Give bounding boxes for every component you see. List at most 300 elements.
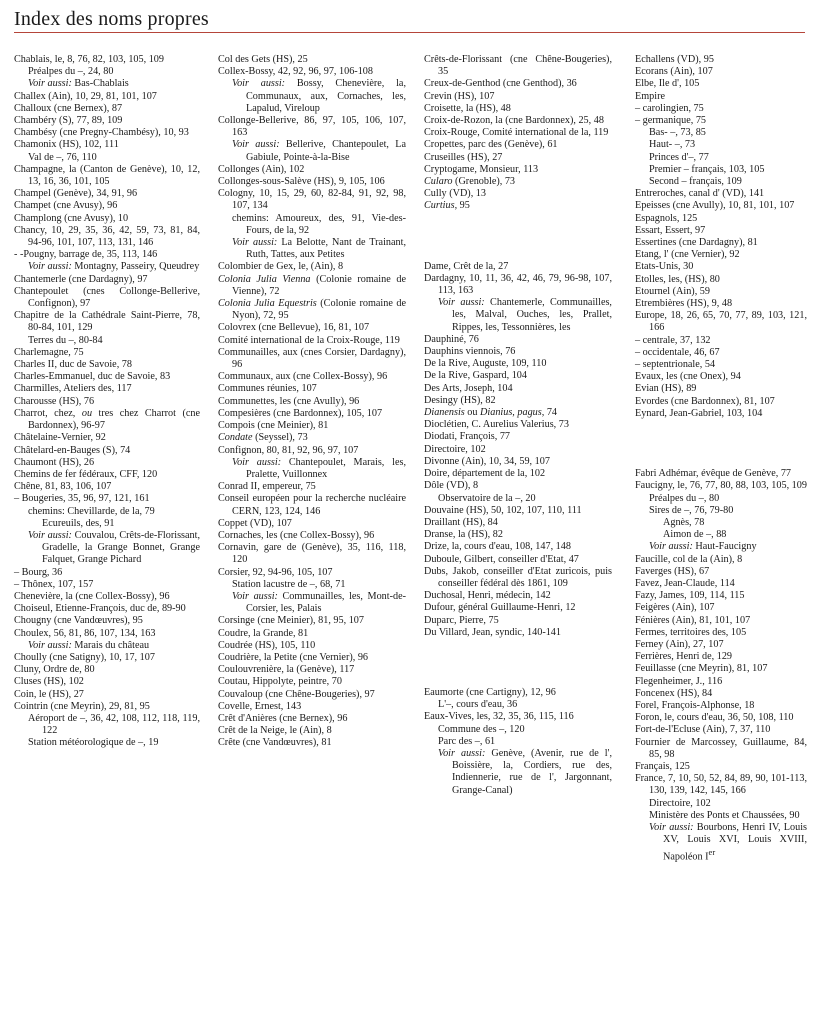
entry-text: Choulex, 56, 81, 86, 107, 134, 163 — [14, 627, 156, 639]
index-entry — [424, 346, 612, 358]
entry-text: Charles-Emmanuel, duc de Savoie, 83 — [14, 371, 171, 383]
index-column-2 — [218, 54, 406, 750]
index-entry — [424, 54, 612, 78]
entry-italic-text: Condate — [218, 432, 253, 444]
entry-text: Dioclétien, C. Aurelius Valerius, 73 — [424, 419, 569, 431]
entry-text: Evian (HS), 89 — [635, 383, 697, 395]
entry-italic-text: Colonia Julia Vienna — [218, 273, 311, 285]
entry-text: tres chez Charrot (cne Bardonnex), 96-97 — [28, 407, 200, 432]
entry-text: Collonge-Bellerive, 86, 97, 105, 106, 107, 163 — [218, 115, 406, 139]
index-entry — [14, 188, 200, 200]
entry-text: Ecureuils, des, 91 — [42, 517, 115, 529]
index-entry — [424, 711, 612, 723]
entry-text: Foncenex (HS), 84 — [635, 687, 713, 699]
index-entry — [635, 737, 807, 761]
entry-text: Confignon, 80, 81, 92, 96, 97, 107 — [218, 444, 359, 456]
entry-text: – Bourg, 36 — [14, 566, 63, 578]
index-entry — [218, 261, 406, 273]
entry-text: Etang, l' (cne Vernier), 92 — [635, 249, 740, 261]
index-entry — [218, 664, 406, 676]
index-entry — [14, 481, 200, 493]
entry-text: Agnès, 78 — [663, 516, 705, 528]
entry-text: Communes réunies, 107 — [218, 383, 317, 395]
index-entry — [218, 628, 406, 640]
index-entry — [635, 773, 807, 797]
entry-text: Chantepoulet, Marais, les, Pralette, Vuillonnex — [246, 456, 406, 480]
index-entry — [218, 640, 406, 652]
entry-text: 95 — [457, 200, 470, 212]
index-entry — [14, 78, 200, 90]
index-entry — [635, 115, 807, 127]
index-entry — [424, 407, 612, 419]
index-entry — [218, 615, 406, 627]
index-entry — [14, 383, 200, 395]
index-entry — [218, 139, 406, 163]
entry-italic-text: Dianensis — [424, 407, 465, 419]
index-entry — [14, 310, 200, 334]
entry-text: Empire — [635, 90, 665, 102]
entry-text: Coin, le (HS), 27 — [14, 688, 84, 700]
entry-text: Divonne (Ain), 10, 34, 59, 107 — [424, 455, 550, 467]
entry-text: Europe, 18, 26, 65, 70, 77, 89, 103, 121, 166 — [635, 310, 807, 334]
entry-text: Creux-de-Genthod (cne Genthod), 36 — [424, 78, 577, 90]
index-entry — [635, 554, 807, 566]
entry-text: Cryptogame, Monsieur, 113 — [424, 163, 539, 175]
entry-italic-text: Voir aussi: — [232, 139, 280, 151]
index-entry — [218, 445, 406, 457]
entry-text: chemins: Amoureux, des, 91, Vie-des-Fours, de la, 92 — [232, 212, 406, 236]
index-entry — [218, 567, 406, 579]
index-entry — [635, 347, 807, 359]
entry-text: Terres du –, 80-84 — [28, 334, 103, 346]
entry-text: Coudrière, la Petite (cne Vernier), 96 — [218, 651, 369, 663]
entry-text: chemins: Chevillarde, de la, 79 — [28, 505, 155, 517]
index-entry — [14, 286, 200, 310]
entry-text: Duchosal, Henri, médecin, 142 — [424, 590, 551, 602]
entry-text: Chamonix (HS), 102, 111 — [14, 139, 119, 151]
entry-text: – germanique, 75 — [635, 115, 707, 127]
index-entry — [14, 652, 200, 664]
entry-text: Coudrée (HS), 105, 110 — [218, 639, 316, 651]
index-entry — [424, 590, 612, 602]
index-entry — [424, 139, 612, 151]
index-entry — [424, 444, 612, 456]
entry-text: Bellerive, Chantepoulet, La Gabiule, Pointe-à-la-Bise — [246, 139, 406, 163]
index-entry — [424, 370, 612, 382]
index-entry — [424, 505, 612, 517]
entry-italic-text: Voir aussi: — [438, 297, 485, 309]
entry-text: ou — [464, 407, 481, 419]
index-entry — [635, 517, 807, 529]
entry-text: Feigères (Ain), 107 — [635, 602, 715, 614]
title-rule — [14, 32, 805, 33]
index-entry — [424, 273, 612, 297]
index-entry — [14, 530, 200, 567]
index-entry — [424, 91, 612, 103]
index-entry — [635, 78, 807, 90]
entry-text: Challoux (cne Bernex), 87 — [14, 102, 123, 114]
entry-text: Ferrières, Henri de, 129 — [635, 651, 733, 663]
index-entry — [14, 347, 200, 359]
index-entry — [635, 676, 807, 688]
entry-text: Premier – français, 103, 105 — [649, 163, 765, 175]
entry-text: Feuillasse (cne Meyrin), 81, 107 — [635, 663, 768, 675]
entry-text: Chambésy (cne Pregny-Chambésy), 10, 93 — [14, 127, 189, 139]
entry-text: Colombier de Gex, le, (Ain), 8 — [218, 261, 344, 273]
index-entry — [635, 468, 807, 480]
entry-italic-text: Voir aussi: — [232, 78, 286, 90]
entry-text: Dauphins viennois, 76 — [424, 346, 516, 358]
index-entry — [424, 431, 612, 443]
index-entry — [14, 664, 200, 676]
index-entry — [424, 127, 612, 139]
index-entry — [14, 469, 200, 481]
index-entry — [14, 689, 200, 701]
entry-text: Coppet (VD), 107 — [218, 517, 292, 529]
entry-text: Charmilles, Ateliers des, 117 — [14, 383, 132, 395]
index-entry — [424, 493, 612, 505]
index-entry — [635, 663, 807, 675]
index-entry — [424, 627, 612, 639]
entry-text: Communaux, aux (cne Collex-Bossy), 96 — [218, 371, 388, 383]
entry-text: (Colonie romaine de Nyon), 72, 95 — [232, 298, 406, 322]
index-entry — [635, 335, 807, 347]
index-entry — [14, 713, 200, 737]
entry-text: Etrembières (HS), 9, 48 — [635, 298, 733, 310]
index-entry — [424, 566, 612, 590]
index-entry — [218, 298, 406, 322]
entry-text: Cully (VD), 13 — [424, 188, 486, 200]
entry-text: Chancy, 10, 29, 35, 36, 42, 59, 73, 81, 84, 94-96, 101, 107, 113, 131, 146 — [14, 224, 200, 249]
index-entry — [635, 480, 807, 492]
index-entry — [218, 115, 406, 139]
entry-text: Du Villard, Jean, syndic, 140-141 — [424, 626, 561, 638]
index-entry — [635, 310, 807, 334]
index-entry — [635, 274, 807, 286]
index-entry — [635, 700, 807, 712]
entry-text: Collex-Bossy, 42, 92, 96, 97, 106-108 — [218, 66, 373, 78]
entry-text: Second – français, 109 — [649, 176, 742, 188]
index-entry — [635, 200, 807, 212]
index-entry — [218, 396, 406, 408]
index-entry — [635, 286, 807, 298]
entry-text: Foron, le, cours d'eau, 36, 50, 108, 110 — [635, 712, 794, 724]
index-entry — [218, 689, 406, 701]
index-entry — [218, 408, 406, 420]
entry-text: Forel, François-Alphonse, 18 — [635, 699, 755, 711]
entry-italic-text: Voir aussi: — [28, 639, 72, 651]
entry-text: Cropettes, parc des (Genève), 61 — [424, 139, 558, 151]
entry-text: Montagny, Passeiry, Queudrey — [71, 261, 200, 273]
index-entry — [14, 567, 200, 579]
entry-text: Essart, Essert, 97 — [635, 224, 706, 236]
index-entry — [14, 579, 200, 591]
entry-text: Parc des –, 61 — [438, 735, 496, 747]
index-entry — [424, 748, 612, 797]
index-entry — [635, 529, 807, 541]
index-entry — [635, 712, 807, 724]
index-entry — [14, 676, 200, 688]
entry-text: Chenevière, la (cne Collex-Bossy), 96 — [14, 590, 170, 602]
index-column-3 — [424, 54, 612, 797]
entry-text: Bourbons, Henri IV, Louis XV, Louis XVI, Louis XVIII, Napoléon I — [663, 821, 807, 863]
index-entry — [14, 737, 200, 749]
index-entry — [218, 676, 406, 688]
entry-text: Cornaches, les (cne Collex-Bossy), 96 — [218, 529, 375, 541]
index-entry — [635, 688, 807, 700]
entry-text: Sires de –, 76, 79-80 — [649, 504, 734, 516]
entry-text: Evordes (cne Bardonnex), 81, 107 — [635, 395, 775, 407]
index-entry — [424, 541, 612, 553]
index-entry — [635, 225, 807, 237]
index-entry — [424, 602, 612, 614]
index-entry — [14, 615, 200, 627]
entry-text: Douvaine (HS), 50, 102, 107, 110, 111 — [424, 504, 582, 516]
index-entry — [218, 481, 406, 493]
entry-text: – Thônex, 107, 157 — [14, 578, 94, 590]
entry-text: De la Rive, Gaspard, 104 — [424, 370, 527, 382]
entry-text: Charousse (HS), 76 — [14, 395, 95, 407]
index-entry — [635, 249, 807, 261]
entry-text: (Seyssel), 73 — [252, 432, 308, 444]
entry-text: Cointrin (cne Meyrin), 29, 81, 95 — [14, 700, 150, 712]
entry-text: Choiseul, Etienne-François, duc de, 89-90 — [14, 603, 186, 615]
entry-text: Des Arts, Joseph, 104 — [424, 382, 513, 394]
index-entry — [635, 566, 807, 578]
entry-text: Communailles, les, Mont-de-Corsier, les, Palais — [246, 590, 407, 615]
index-entry — [14, 225, 200, 249]
entry-text: Directoire, 102 — [649, 797, 711, 809]
index-entry — [14, 261, 200, 273]
entry-superscript: er — [708, 847, 716, 858]
entry-text: Corsier, 92, 94-96, 105, 107 — [218, 566, 333, 578]
index-entry — [635, 651, 807, 663]
entry-text: Cluny, Ordre de, 80 — [14, 664, 95, 676]
entry-text: Ecorans (Ain), 107 — [635, 66, 713, 78]
entry-text: Covelle, Ernest, 143 — [218, 700, 302, 712]
index-entry — [424, 419, 612, 431]
index-entry — [218, 542, 406, 566]
index-entry — [635, 541, 807, 553]
index-entry — [14, 445, 200, 457]
entry-text: Faverges (HS), 67 — [635, 565, 710, 577]
index-entry — [635, 505, 807, 517]
entry-italic-text: Voir aussi: — [232, 456, 282, 468]
index-entry — [14, 139, 200, 151]
index-entry — [424, 200, 612, 212]
entry-text: Faucigny, le, 76, 77, 80, 88, 103, 105, 109 — [635, 480, 807, 492]
entry-text: – occidentale, 46, 67 — [635, 346, 720, 358]
entry-text: De la Rive, Auguste, 109, 110 — [424, 358, 547, 370]
entry-text: La Belotte, Nant de Trainant, Ruth, Tattes, aux Petites — [246, 237, 406, 261]
index-entry — [14, 115, 200, 127]
entry-text: Croix-Rouge, Comité international de la, 119 — [424, 127, 609, 139]
entry-text: Commune des –, 120 — [438, 723, 525, 735]
entry-text: Couvaloup (cne Chêne-Bougeries), 97 — [218, 688, 375, 700]
entry-text: Comité international de la Croix-Rouge, 119 — [218, 334, 400, 346]
index-entry — [14, 274, 200, 286]
entry-text: Col des Gets (HS), 25 — [218, 54, 308, 65]
index-entry — [218, 383, 406, 395]
index-entry — [635, 164, 807, 176]
index-entry — [424, 395, 612, 407]
index-entry — [14, 640, 200, 652]
index-entry — [218, 54, 406, 66]
entry-text: Faucille, col de la (Ain), 8 — [635, 553, 743, 565]
index-entry — [635, 493, 807, 505]
entry-text: Drize, la, cours d'eau, 108, 147, 148 — [424, 541, 571, 553]
index-entry — [14, 359, 200, 371]
index-entry — [14, 371, 200, 383]
entry-text: Châtelaine-Vernier, 92 — [14, 432, 106, 444]
entry-text: Epeisses (cne Avully), 10, 81, 101, 107 — [635, 200, 795, 212]
entry-text: Chantemerle (cne Dardagny), 97 — [14, 273, 148, 285]
entry-text: Bas- –, 73, 85 — [649, 127, 706, 139]
entry-text: Conseil européen pour la recherche nucléaire CERN, 123, 124, 146 — [218, 493, 406, 517]
index-entry — [635, 578, 807, 590]
index-entry — [635, 408, 807, 420]
index-entry — [424, 554, 612, 566]
index-entry — [424, 517, 612, 529]
entry-italic-text: Voir aussi: — [649, 821, 694, 833]
index-entry — [218, 164, 406, 176]
entry-text: Croisette, la (HS), 48 — [424, 102, 511, 114]
index-entry — [635, 359, 807, 371]
index-entry — [424, 188, 612, 200]
index-entry — [218, 420, 406, 432]
entry-text: (Grenoble), 73 — [452, 176, 516, 188]
entry-text: Haut- –, 73 — [649, 139, 696, 151]
entry-text: Croix-de-Rozon, la (cne Bardonnex), 25, 48 — [424, 115, 604, 127]
index-entry — [635, 91, 807, 103]
index-entry — [635, 176, 807, 188]
entry-text: Cologny, 10, 15, 29, 60, 82-84, 91, 92, 98, 107, 134 — [218, 188, 406, 212]
index-entry — [424, 736, 612, 748]
entry-text: Fort-de-l'Ecluse (Ain), 7, 37, 110 — [635, 724, 771, 736]
entry-italic-text: Voir aussi: — [232, 590, 278, 602]
entry-text: Fabri Adhémar, évêque de Genève, 77 — [635, 468, 792, 480]
entry-text: Marais du château — [71, 639, 150, 651]
entry-text: – carolingien, 75 — [635, 102, 704, 114]
index-entry — [218, 213, 406, 237]
entry-text: Choully (cne Satigny), 10, 17, 107 — [14, 651, 155, 663]
entry-text: Observatoire de la –, 20 — [438, 492, 536, 504]
entry-text: Diodati, François, 77 — [424, 431, 511, 443]
index-entry — [14, 66, 200, 78]
index-entry — [635, 383, 807, 395]
index-entry — [635, 237, 807, 249]
entry-text: Crêt d'Anières (cne Bernex), 96 — [218, 712, 348, 724]
index-entry — [14, 127, 200, 139]
index-column-1 — [14, 54, 200, 750]
index-entry — [635, 54, 807, 66]
entry-text: Chambéry (S), 77, 89, 109 — [14, 115, 123, 127]
entry-text: Aéroport de –, 36, 42, 108, 112, 118, 119, 122 — [28, 712, 200, 737]
entry-text: Essertines (cne Dardagny), 81 — [635, 237, 758, 249]
entry-text: Corsinge (cne Meinier), 81, 95, 107 — [218, 615, 364, 627]
entry-text: Doire, département de la, 102 — [424, 468, 546, 480]
index-entry — [424, 529, 612, 541]
index-entry — [14, 408, 200, 432]
entry-italic-text: Colonia Julia Equestris — [218, 298, 317, 310]
entry-text: Communailles, aux (cnes Corsier, Dardagny), 96 — [218, 346, 406, 371]
entry-text: Conrad II, empereur, 75 — [218, 481, 316, 493]
index-entry — [14, 213, 200, 225]
index-entry — [218, 725, 406, 737]
index-entry — [424, 297, 612, 334]
entry-text: Dardagny, 10, 11, 36, 42, 46, 79, 96-98, 107, 113, 163 — [424, 272, 612, 297]
entry-text: Collonges-sous-Salève (HS), 9, 105, 106 — [218, 176, 385, 188]
index-entry — [14, 249, 200, 261]
entry-text: Bas-Chablais — [71, 78, 129, 90]
entry-text: Chemins de fer fédéraux, CFF, 120 — [14, 468, 158, 480]
entry-text: - -Pougny, barrage de, 35, 113, 146 — [14, 249, 158, 261]
entry-text: Couvalou, Crêts-de-Florissant, Gradelle, la Grange Bonnet, Grange Falquet, Grange Pichard — [42, 529, 200, 566]
index-entry — [218, 432, 406, 444]
index-entry — [635, 627, 807, 639]
index-entry — [635, 139, 807, 151]
index-entry — [635, 261, 807, 273]
entry-text: Collonges (Ain), 102 — [218, 163, 305, 175]
entry-text: Cruseilles (HS), 27 — [424, 151, 503, 163]
entry-text: Colovrex (cne Bellevue), 16, 81, 107 — [218, 322, 370, 334]
index-entry — [14, 200, 200, 212]
entry-text: – Bougeries, 35, 96, 97, 121, 161 — [14, 493, 150, 505]
index-entry — [635, 213, 807, 225]
entry-text: Etats-Unis, 30 — [635, 261, 694, 273]
entry-italic-text: ou — [81, 407, 93, 419]
entry-text: Directoire, 102 — [424, 443, 486, 455]
index-entry — [424, 261, 612, 273]
entry-text: Charles II, duc de Savoie, 78 — [14, 359, 132, 371]
index-entry — [14, 103, 200, 115]
index-entry — [218, 188, 406, 212]
index-entry — [14, 628, 200, 640]
index-entry — [218, 579, 406, 591]
index-entry — [14, 335, 200, 347]
entry-text: Préalpes du –, 80 — [649, 492, 720, 504]
entry-text: (Colonie romaine de Vienne), 72 — [232, 273, 406, 297]
entry-text: Fournier de Marcossey, Guillaume, 84, 85, 98 — [635, 736, 807, 760]
entry-text: Crevin (HS), 107 — [424, 90, 495, 102]
index-entry — [14, 164, 200, 188]
index-entry — [635, 798, 807, 810]
entry-text: Cornavin, gare de (Genève), 35, 116, 118, 120 — [218, 542, 406, 566]
index-entry — [218, 518, 406, 530]
index-entry — [14, 518, 200, 530]
index-entry — [14, 432, 200, 444]
entry-text: Bossy, Chenevière, la, Communaux, aux, Cornaches, les, Lapalud, Vireloup — [246, 78, 406, 114]
entry-text: Dranse, la (HS), 82 — [424, 529, 503, 541]
index-column-4 — [635, 54, 807, 864]
entry-text: Dame, Crêt de la, 27 — [424, 260, 509, 272]
entry-text: – septentrionale, 54 — [635, 359, 716, 371]
entry-text: Coulouvrenière, la (Genève), 117 — [218, 664, 355, 676]
entry-italic-text: Voir aussi: — [438, 747, 486, 759]
index-entry — [218, 347, 406, 371]
index-entry — [424, 78, 612, 90]
index-entry — [635, 639, 807, 651]
index-entry — [635, 127, 807, 139]
index-entry — [635, 396, 807, 408]
section-gap — [424, 639, 612, 687]
entry-text: Champel (Genève), 34, 91, 96 — [14, 188, 138, 200]
index-entry — [218, 457, 406, 481]
index-entry — [218, 322, 406, 334]
entry-text: Val de –, 76, 110 — [28, 151, 97, 163]
entry-text: Français, 125 — [635, 760, 690, 772]
entry-text: Evaux, les (cne Onex), 94 — [635, 371, 741, 383]
